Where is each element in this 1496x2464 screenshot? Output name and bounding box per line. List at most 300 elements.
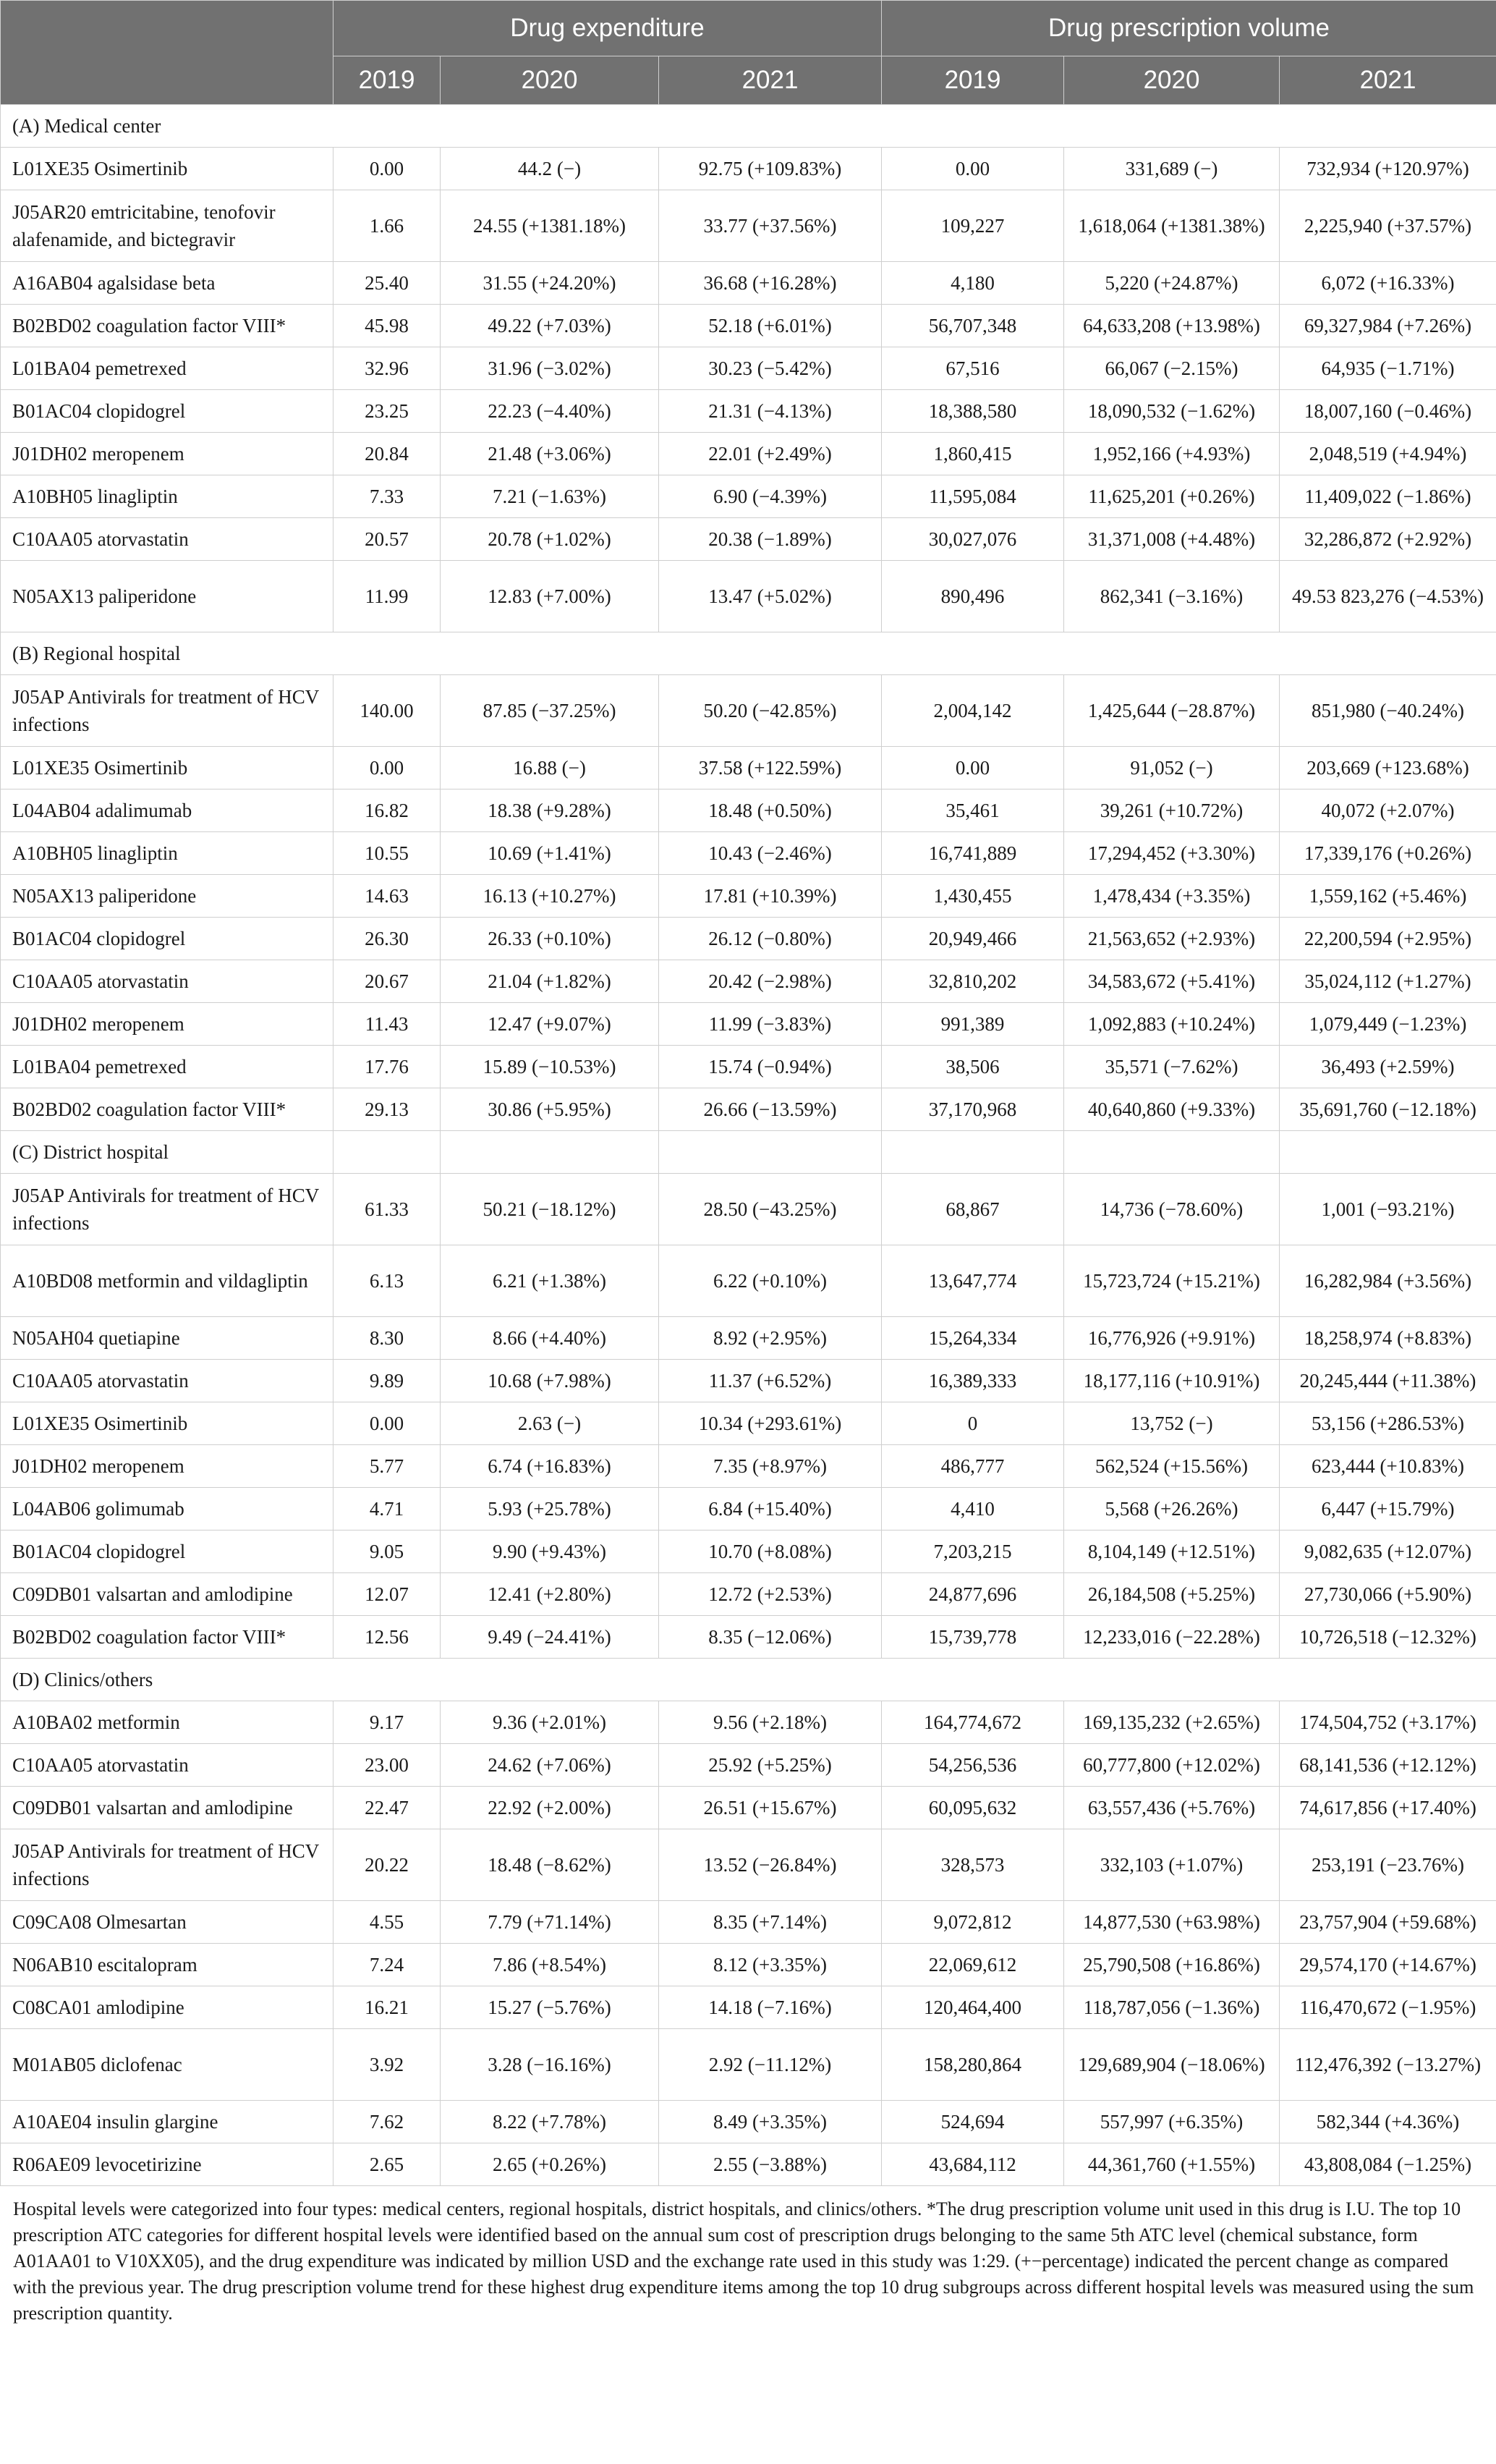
- value-cell: 11,409,022 (−1.86%): [1280, 475, 1496, 518]
- value-cell: 20.22: [333, 1829, 441, 1901]
- value-cell: 12.83 (+7.00%): [441, 561, 659, 632]
- value-cell: 4,410: [882, 1488, 1064, 1531]
- value-cell: 92.75 (+109.83%): [659, 148, 882, 190]
- value-cell: 17,294,452 (+3.30%): [1064, 832, 1280, 875]
- value-cell: 36,493 (+2.59%): [1280, 1046, 1496, 1088]
- value-cell: 109,227: [882, 190, 1064, 262]
- value-cell: 49.53 823,276 (−4.53%): [1280, 561, 1496, 632]
- value-cell: 18.48 (−8.62%): [441, 1829, 659, 1901]
- header-prescription-volume: Drug prescription volume: [882, 1, 1496, 56]
- value-cell: 26.51 (+15.67%): [659, 1787, 882, 1829]
- value-cell: 164,774,672: [882, 1701, 1064, 1744]
- drug-name-cell: J05AP Antivirals for treatment of HCV infections: [1, 675, 333, 747]
- value-cell: 2.63 (−): [441, 1402, 659, 1445]
- value-cell: 17,339,176 (+0.26%): [1280, 832, 1496, 875]
- value-cell: 6.74 (+16.83%): [441, 1445, 659, 1488]
- table-row: [1, 789, 1496, 832]
- value-cell: 15,264,334: [882, 1317, 1064, 1360]
- table-row: [1, 1402, 1496, 1445]
- table-row: [1, 1616, 1496, 1659]
- value-cell: 169,135,232 (+2.65%): [1064, 1701, 1280, 1744]
- value-cell: 5,220 (+24.87%): [1064, 262, 1280, 305]
- value-cell: 562,524 (+15.56%): [1064, 1445, 1280, 1488]
- table-row: [1, 1003, 1496, 1046]
- value-cell: 3.28 (−16.16%): [441, 2029, 659, 2101]
- value-cell: 0.00: [333, 1402, 441, 1445]
- value-cell: 32,286,872 (+2.92%): [1280, 518, 1496, 561]
- value-cell: 1,618,064 (+1381.38%): [1064, 190, 1280, 262]
- value-cell: 7,203,215: [882, 1531, 1064, 1573]
- value-cell: 13,752 (−): [1064, 1402, 1280, 1445]
- value-cell: 15,739,778: [882, 1616, 1064, 1659]
- table-row: [1, 1744, 1496, 1787]
- value-cell: 1,559,162 (+5.46%): [1280, 875, 1496, 918]
- value-cell: 22.01 (+2.49%): [659, 433, 882, 475]
- value-cell: 11.43: [333, 1003, 441, 1046]
- table-row: [1, 1944, 1496, 1986]
- value-cell: 32,810,202: [882, 960, 1064, 1003]
- value-cell: 26,184,508 (+5.25%): [1064, 1573, 1280, 1616]
- value-cell: 1,001 (−93.21%): [1280, 1174, 1496, 1245]
- value-cell: 16.88 (−): [441, 747, 659, 789]
- header-year: 2020: [1064, 56, 1280, 105]
- table-row: [1, 675, 1496, 747]
- value-cell: 15.27 (−5.76%): [441, 1986, 659, 2029]
- drug-name-cell: B02BD02 coagulation factor VIII*: [1, 1088, 333, 1131]
- table-row: [1, 1245, 1496, 1317]
- value-cell: 9.05: [333, 1531, 441, 1573]
- value-cell: 23,757,904 (+59.68%): [1280, 1901, 1496, 1944]
- value-cell: 24.55 (+1381.18%): [441, 190, 659, 262]
- value-cell: 31,371,008 (+4.48%): [1064, 518, 1280, 561]
- drug-name-cell: L01BA04 pemetrexed: [1, 1046, 333, 1088]
- value-cell: 120,464,400: [882, 1986, 1064, 2029]
- section-title: (A) Medical center: [1, 105, 1496, 148]
- drug-name-cell: L01XE35 Osimertinib: [1, 747, 333, 789]
- value-cell: 116,470,672 (−1.95%): [1280, 1986, 1496, 2029]
- value-cell: 18,258,974 (+8.83%): [1280, 1317, 1496, 1360]
- empty-cell: [882, 1131, 1064, 1174]
- table-row: [1, 1829, 1496, 1901]
- drug-name-cell: N05AX13 paliperidone: [1, 875, 333, 918]
- drug-name-cell: C10AA05 atorvastatin: [1, 1360, 333, 1402]
- value-cell: 20,245,444 (+11.38%): [1280, 1360, 1496, 1402]
- value-cell: 2,048,519 (+4.94%): [1280, 433, 1496, 475]
- value-cell: 13.47 (+5.02%): [659, 561, 882, 632]
- value-cell: 22.47: [333, 1787, 441, 1829]
- value-cell: 524,694: [882, 2101, 1064, 2143]
- value-cell: 8.30: [333, 1317, 441, 1360]
- drug-name-cell: L04AB06 golimumab: [1, 1488, 333, 1531]
- value-cell: 43,808,084 (−1.25%): [1280, 2143, 1496, 2186]
- value-cell: 20.42 (−2.98%): [659, 960, 882, 1003]
- value-cell: 9,072,812: [882, 1901, 1064, 1944]
- drug-name-cell: C09CA08 Olmesartan: [1, 1901, 333, 1944]
- value-cell: 44.2 (−): [441, 148, 659, 190]
- value-cell: 8.35 (+7.14%): [659, 1901, 882, 1944]
- value-cell: 582,344 (+4.36%): [1280, 2101, 1496, 2143]
- drug-name-cell: J01DH02 meropenem: [1, 433, 333, 475]
- table-row: [1, 1360, 1496, 1402]
- value-cell: 9.49 (−24.41%): [441, 1616, 659, 1659]
- value-cell: 29,574,170 (+14.67%): [1280, 1944, 1496, 1986]
- value-cell: 68,141,536 (+12.12%): [1280, 1744, 1496, 1787]
- value-cell: 2.65 (+0.26%): [441, 2143, 659, 2186]
- table-row: [1, 1901, 1496, 1944]
- value-cell: 991,389: [882, 1003, 1064, 1046]
- table-row: [1, 518, 1496, 561]
- value-cell: 22.92 (+2.00%): [441, 1787, 659, 1829]
- value-cell: 23.00: [333, 1744, 441, 1787]
- drug-name-cell: J05AP Antivirals for treatment of HCV infections: [1, 1174, 333, 1245]
- drug-name-cell: R06AE09 levocetirizine: [1, 2143, 333, 2186]
- value-cell: 10.68 (+7.98%): [441, 1360, 659, 1402]
- section-row: [1, 632, 1496, 675]
- table-row: [1, 190, 1496, 262]
- value-cell: 328,573: [882, 1829, 1064, 1901]
- header-drug-expenditure: Drug expenditure: [333, 1, 882, 56]
- empty-cell: [333, 1131, 441, 1174]
- value-cell: 21,563,652 (+2.93%): [1064, 918, 1280, 960]
- table-row: [1, 2029, 1496, 2101]
- value-cell: 4.71: [333, 1488, 441, 1531]
- table-row: [1, 1088, 1496, 1131]
- value-cell: 2,225,940 (+37.57%): [1280, 190, 1496, 262]
- value-cell: 10,726,518 (−12.32%): [1280, 1616, 1496, 1659]
- value-cell: 20.84: [333, 433, 441, 475]
- drug-name-cell: L01BA04 pemetrexed: [1, 347, 333, 390]
- value-cell: 36.68 (+16.28%): [659, 262, 882, 305]
- value-cell: 12,233,016 (−22.28%): [1064, 1616, 1280, 1659]
- value-cell: 18.38 (+9.28%): [441, 789, 659, 832]
- value-cell: 158,280,864: [882, 2029, 1064, 2101]
- table-row: [1, 148, 1496, 190]
- drug-name-cell: L01XE35 Osimertinib: [1, 148, 333, 190]
- value-cell: 10.55: [333, 832, 441, 875]
- value-cell: 331,689 (−): [1064, 148, 1280, 190]
- value-cell: 37,170,968: [882, 1088, 1064, 1131]
- value-cell: 9.89: [333, 1360, 441, 1402]
- value-cell: 10.34 (+293.61%): [659, 1402, 882, 1445]
- value-cell: 33.77 (+37.56%): [659, 190, 882, 262]
- value-cell: 7.33: [333, 475, 441, 518]
- value-cell: 37.58 (+122.59%): [659, 747, 882, 789]
- value-cell: 66,067 (−2.15%): [1064, 347, 1280, 390]
- table-row: [1, 1787, 1496, 1829]
- value-cell: 22,069,612: [882, 1944, 1064, 1986]
- value-cell: 30.86 (+5.95%): [441, 1088, 659, 1131]
- value-cell: 9.17: [333, 1701, 441, 1744]
- table-row: [1, 390, 1496, 433]
- value-cell: 21.31 (−4.13%): [659, 390, 882, 433]
- drug-name-cell: C09DB01 valsartan and amlodipine: [1, 1787, 333, 1829]
- drug-name-cell: C10AA05 atorvastatin: [1, 518, 333, 561]
- drug-name-cell: J05AP Antivirals for treatment of HCV infections: [1, 1829, 333, 1901]
- value-cell: 1,425,644 (−28.87%): [1064, 675, 1280, 747]
- value-cell: 7.79 (+71.14%): [441, 1901, 659, 1944]
- value-cell: 12.07: [333, 1573, 441, 1616]
- value-cell: 28.50 (−43.25%): [659, 1174, 882, 1245]
- value-cell: 25,790,508 (+16.86%): [1064, 1944, 1280, 1986]
- value-cell: 43,684,112: [882, 2143, 1064, 2186]
- value-cell: 74,617,856 (+17.40%): [1280, 1787, 1496, 1829]
- value-cell: 623,444 (+10.83%): [1280, 1445, 1496, 1488]
- value-cell: 25.92 (+5.25%): [659, 1744, 882, 1787]
- drug-name-cell: N05AX13 paliperidone: [1, 561, 333, 632]
- value-cell: 25.40: [333, 262, 441, 305]
- value-cell: 6.84 (+15.40%): [659, 1488, 882, 1531]
- drug-name-cell: B01AC04 clopidogrel: [1, 918, 333, 960]
- table-row: [1, 262, 1496, 305]
- value-cell: 6,072 (+16.33%): [1280, 262, 1496, 305]
- value-cell: 16,776,926 (+9.91%): [1064, 1317, 1280, 1360]
- table-row: [1, 1445, 1496, 1488]
- value-cell: 20.67: [333, 960, 441, 1003]
- drug-name-cell: B01AC04 clopidogrel: [1, 1531, 333, 1573]
- value-cell: 16.21: [333, 1986, 441, 2029]
- header-year: 2020: [441, 56, 659, 105]
- value-cell: 20.57: [333, 518, 441, 561]
- value-cell: 60,095,632: [882, 1787, 1064, 1829]
- drug-name-cell: A10AE04 insulin glargine: [1, 2101, 333, 2143]
- drug-name-cell: L01XE35 Osimertinib: [1, 1402, 333, 1445]
- value-cell: 26.12 (−0.80%): [659, 918, 882, 960]
- drug-name-cell: A10BD08 metformin and vildagliptin: [1, 1245, 333, 1317]
- value-cell: 12.56: [333, 1616, 441, 1659]
- value-cell: 112,476,392 (−13.27%): [1280, 2029, 1496, 2101]
- value-cell: 8.66 (+4.40%): [441, 1317, 659, 1360]
- section-title: (B) Regional hospital: [1, 632, 1496, 675]
- value-cell: 40,072 (+2.07%): [1280, 789, 1496, 832]
- value-cell: 1,079,449 (−1.23%): [1280, 1003, 1496, 1046]
- table-row: [1, 2101, 1496, 2143]
- value-cell: 18,090,532 (−1.62%): [1064, 390, 1280, 433]
- value-cell: 20.38 (−1.89%): [659, 518, 882, 561]
- value-cell: 5.77: [333, 1445, 441, 1488]
- table-row: [1, 433, 1496, 475]
- value-cell: 10.69 (+1.41%): [441, 832, 659, 875]
- value-cell: 26.66 (−13.59%): [659, 1088, 882, 1131]
- value-cell: 13,647,774: [882, 1245, 1064, 1317]
- value-cell: 68,867: [882, 1174, 1064, 1245]
- value-cell: 30,027,076: [882, 518, 1064, 561]
- value-cell: 26.33 (+0.10%): [441, 918, 659, 960]
- value-cell: 53,156 (+286.53%): [1280, 1402, 1496, 1445]
- value-cell: 16,389,333: [882, 1360, 1064, 1402]
- value-cell: 21.04 (+1.82%): [441, 960, 659, 1003]
- value-cell: 50.20 (−42.85%): [659, 675, 882, 747]
- value-cell: 0.00: [882, 747, 1064, 789]
- value-cell: 1,860,415: [882, 433, 1064, 475]
- value-cell: 732,934 (+120.97%): [1280, 148, 1496, 190]
- value-cell: 12.41 (+2.80%): [441, 1573, 659, 1616]
- value-cell: 87.85 (−37.25%): [441, 675, 659, 747]
- value-cell: 5,568 (+26.26%): [1064, 1488, 1280, 1531]
- drug-name-cell: B02BD02 coagulation factor VIII*: [1, 1616, 333, 1659]
- table-body: [1, 105, 1496, 2186]
- value-cell: 8.22 (+7.78%): [441, 2101, 659, 2143]
- value-cell: 49.22 (+7.03%): [441, 305, 659, 347]
- value-cell: 67,516: [882, 347, 1064, 390]
- value-cell: 6.13: [333, 1245, 441, 1317]
- table-row: [1, 1317, 1496, 1360]
- value-cell: 12.72 (+2.53%): [659, 1573, 882, 1616]
- value-cell: 2.55 (−3.88%): [659, 2143, 882, 2186]
- drug-name-cell: B01AC04 clopidogrel: [1, 390, 333, 433]
- value-cell: 10.70 (+8.08%): [659, 1531, 882, 1573]
- drug-name-cell: C09DB01 valsartan and amlodipine: [1, 1573, 333, 1616]
- value-cell: 0: [882, 1402, 1064, 1445]
- value-cell: 31.55 (+24.20%): [441, 262, 659, 305]
- section-row: [1, 1659, 1496, 1701]
- table-row: [1, 1986, 1496, 2029]
- table-row: [1, 875, 1496, 918]
- value-cell: 61.33: [333, 1174, 441, 1245]
- value-cell: 39,261 (+10.72%): [1064, 789, 1280, 832]
- drug-name-cell: N05AH04 quetiapine: [1, 1317, 333, 1360]
- value-cell: 9.90 (+9.43%): [441, 1531, 659, 1573]
- value-cell: 851,980 (−40.24%): [1280, 675, 1496, 747]
- value-cell: 332,103 (+1.07%): [1064, 1829, 1280, 1901]
- value-cell: 35,571 (−7.62%): [1064, 1046, 1280, 1088]
- value-cell: 118,787,056 (−1.36%): [1064, 1986, 1280, 2029]
- header-year: 2019: [333, 56, 441, 105]
- header-year: 2021: [1280, 56, 1496, 105]
- table-row: [1, 1701, 1496, 1744]
- drug-name-cell: A10BA02 metformin: [1, 1701, 333, 1744]
- value-cell: 1,478,434 (+3.35%): [1064, 875, 1280, 918]
- value-cell: 253,191 (−23.76%): [1280, 1829, 1496, 1901]
- value-cell: 69,327,984 (+7.26%): [1280, 305, 1496, 347]
- drug-name-cell: N06AB10 escitalopram: [1, 1944, 333, 1986]
- section-title: (C) District hospital: [1, 1131, 333, 1174]
- drug-name-cell: A10BH05 linagliptin: [1, 475, 333, 518]
- value-cell: 7.62: [333, 2101, 441, 2143]
- table-row: [1, 1531, 1496, 1573]
- value-cell: 1.66: [333, 190, 441, 262]
- value-cell: 16.82: [333, 789, 441, 832]
- value-cell: 35,691,760 (−12.18%): [1280, 1088, 1496, 1131]
- table-footnote: Hospital levels were categorized into four types: medical centers, regional hospitals, district hospitals, and clinics/others. *The drug prescription volume unit used in this drug is I.U. The top 10 prescription ATC categories for different hospital levels were identified based on the annual sum cost of prescription drugs belonging to the same 5th ATC level (chemical substance, form A01AA01 to V10XX05), and the drug expenditure was indicated by million USD and the exchange rate used in this study was 1:29. (+−percentage) indicated the percent change as compared with the previous year. The drug prescription volume trend for these highest drug expenditure items among the top 10 drug subgroups across different hospital levels was measured using the sum prescription quantity.: [13, 2198, 1474, 2324]
- table-row: [1, 960, 1496, 1003]
- value-cell: 2.65: [333, 2143, 441, 2186]
- drug-name-cell: L04AB04 adalimumab: [1, 789, 333, 832]
- value-cell: 9,082,635 (+12.07%): [1280, 1531, 1496, 1573]
- value-cell: 18,007,160 (−0.46%): [1280, 390, 1496, 433]
- value-cell: 24.62 (+7.06%): [441, 1744, 659, 1787]
- header-year: 2021: [659, 56, 882, 105]
- drug-name-cell: C10AA05 atorvastatin: [1, 1744, 333, 1787]
- value-cell: 203,669 (+123.68%): [1280, 747, 1496, 789]
- value-cell: 26.30: [333, 918, 441, 960]
- value-cell: 862,341 (−3.16%): [1064, 561, 1280, 632]
- value-cell: 30.23 (−5.42%): [659, 347, 882, 390]
- value-cell: 31.96 (−3.02%): [441, 347, 659, 390]
- value-cell: 16.13 (+10.27%): [441, 875, 659, 918]
- value-cell: 0.00: [333, 747, 441, 789]
- value-cell: 20.78 (+1.02%): [441, 518, 659, 561]
- value-cell: 9.36 (+2.01%): [441, 1701, 659, 1744]
- value-cell: 12.47 (+9.07%): [441, 1003, 659, 1046]
- value-cell: 14.18 (−7.16%): [659, 1986, 882, 2029]
- value-cell: 2.92 (−11.12%): [659, 2029, 882, 2101]
- value-cell: 60,777,800 (+12.02%): [1064, 1744, 1280, 1787]
- drug-name-cell: J01DH02 meropenem: [1, 1003, 333, 1046]
- value-cell: 7.86 (+8.54%): [441, 1944, 659, 1986]
- table-row: [1, 305, 1496, 347]
- value-cell: 8.49 (+3.35%): [659, 2101, 882, 2143]
- value-cell: 1,092,883 (+10.24%): [1064, 1003, 1280, 1046]
- value-cell: 8,104,149 (+12.51%): [1064, 1531, 1280, 1573]
- value-cell: 56,707,348: [882, 305, 1064, 347]
- value-cell: 6,447 (+15.79%): [1280, 1488, 1496, 1531]
- value-cell: 18.48 (+0.50%): [659, 789, 882, 832]
- value-cell: 14,736 (−78.60%): [1064, 1174, 1280, 1245]
- value-cell: 9.56 (+2.18%): [659, 1701, 882, 1744]
- drug-name-cell: A16AB04 agalsidase beta: [1, 262, 333, 305]
- value-cell: 6.22 (+0.10%): [659, 1245, 882, 1317]
- value-cell: 40,640,860 (+9.33%): [1064, 1088, 1280, 1131]
- value-cell: 5.93 (+25.78%): [441, 1488, 659, 1531]
- drug-name-cell: J05AR20 emtricitabine, tenofovir alafenamide, and bictegravir: [1, 190, 333, 262]
- table-row: [1, 1488, 1496, 1531]
- value-cell: 34,583,672 (+5.41%): [1064, 960, 1280, 1003]
- section-title: (D) Clinics/others: [1, 1659, 1496, 1701]
- value-cell: 44,361,760 (+1.55%): [1064, 2143, 1280, 2186]
- table-row: [1, 561, 1496, 632]
- value-cell: 52.18 (+6.01%): [659, 305, 882, 347]
- value-cell: 15.89 (−10.53%): [441, 1046, 659, 1088]
- value-cell: 38,506: [882, 1046, 1064, 1088]
- value-cell: 11.99: [333, 561, 441, 632]
- empty-cell: [1280, 1131, 1496, 1174]
- value-cell: 64,935 (−1.71%): [1280, 347, 1496, 390]
- table-row: [1, 747, 1496, 789]
- value-cell: 4,180: [882, 262, 1064, 305]
- drug-name-cell: B02BD02 coagulation factor VIII*: [1, 305, 333, 347]
- value-cell: 2,004,142: [882, 675, 1064, 747]
- value-cell: 63,557,436 (+5.76%): [1064, 1787, 1280, 1829]
- value-cell: 35,024,112 (+1.27%): [1280, 960, 1496, 1003]
- value-cell: 11,625,201 (+0.26%): [1064, 475, 1280, 518]
- value-cell: 129,689,904 (−18.06%): [1064, 2029, 1280, 2101]
- value-cell: 7.24: [333, 1944, 441, 1986]
- value-cell: 20,949,466: [882, 918, 1064, 960]
- value-cell: 890,496: [882, 561, 1064, 632]
- value-cell: 24,877,696: [882, 1573, 1064, 1616]
- value-cell: 8.92 (+2.95%): [659, 1317, 882, 1360]
- table-row: [1, 1046, 1496, 1088]
- value-cell: 13.52 (−26.84%): [659, 1829, 882, 1901]
- drug-name-cell: C08CA01 amlodipine: [1, 1986, 333, 2029]
- value-cell: 557,997 (+6.35%): [1064, 2101, 1280, 2143]
- table-row: [1, 918, 1496, 960]
- value-cell: 0.00: [333, 148, 441, 190]
- drug-name-cell: M01AB05 diclofenac: [1, 2029, 333, 2101]
- value-cell: 21.48 (+3.06%): [441, 433, 659, 475]
- value-cell: 10.43 (−2.46%): [659, 832, 882, 875]
- drug-name-cell: A10BH05 linagliptin: [1, 832, 333, 875]
- value-cell: 29.13: [333, 1088, 441, 1131]
- table-row: [1, 347, 1496, 390]
- value-cell: 18,388,580: [882, 390, 1064, 433]
- value-cell: 11.99 (−3.83%): [659, 1003, 882, 1046]
- header-blank: [1, 1, 333, 105]
- value-cell: 0.00: [882, 148, 1064, 190]
- value-cell: 18,177,116 (+10.91%): [1064, 1360, 1280, 1402]
- value-cell: 7.21 (−1.63%): [441, 475, 659, 518]
- empty-cell: [659, 1131, 882, 1174]
